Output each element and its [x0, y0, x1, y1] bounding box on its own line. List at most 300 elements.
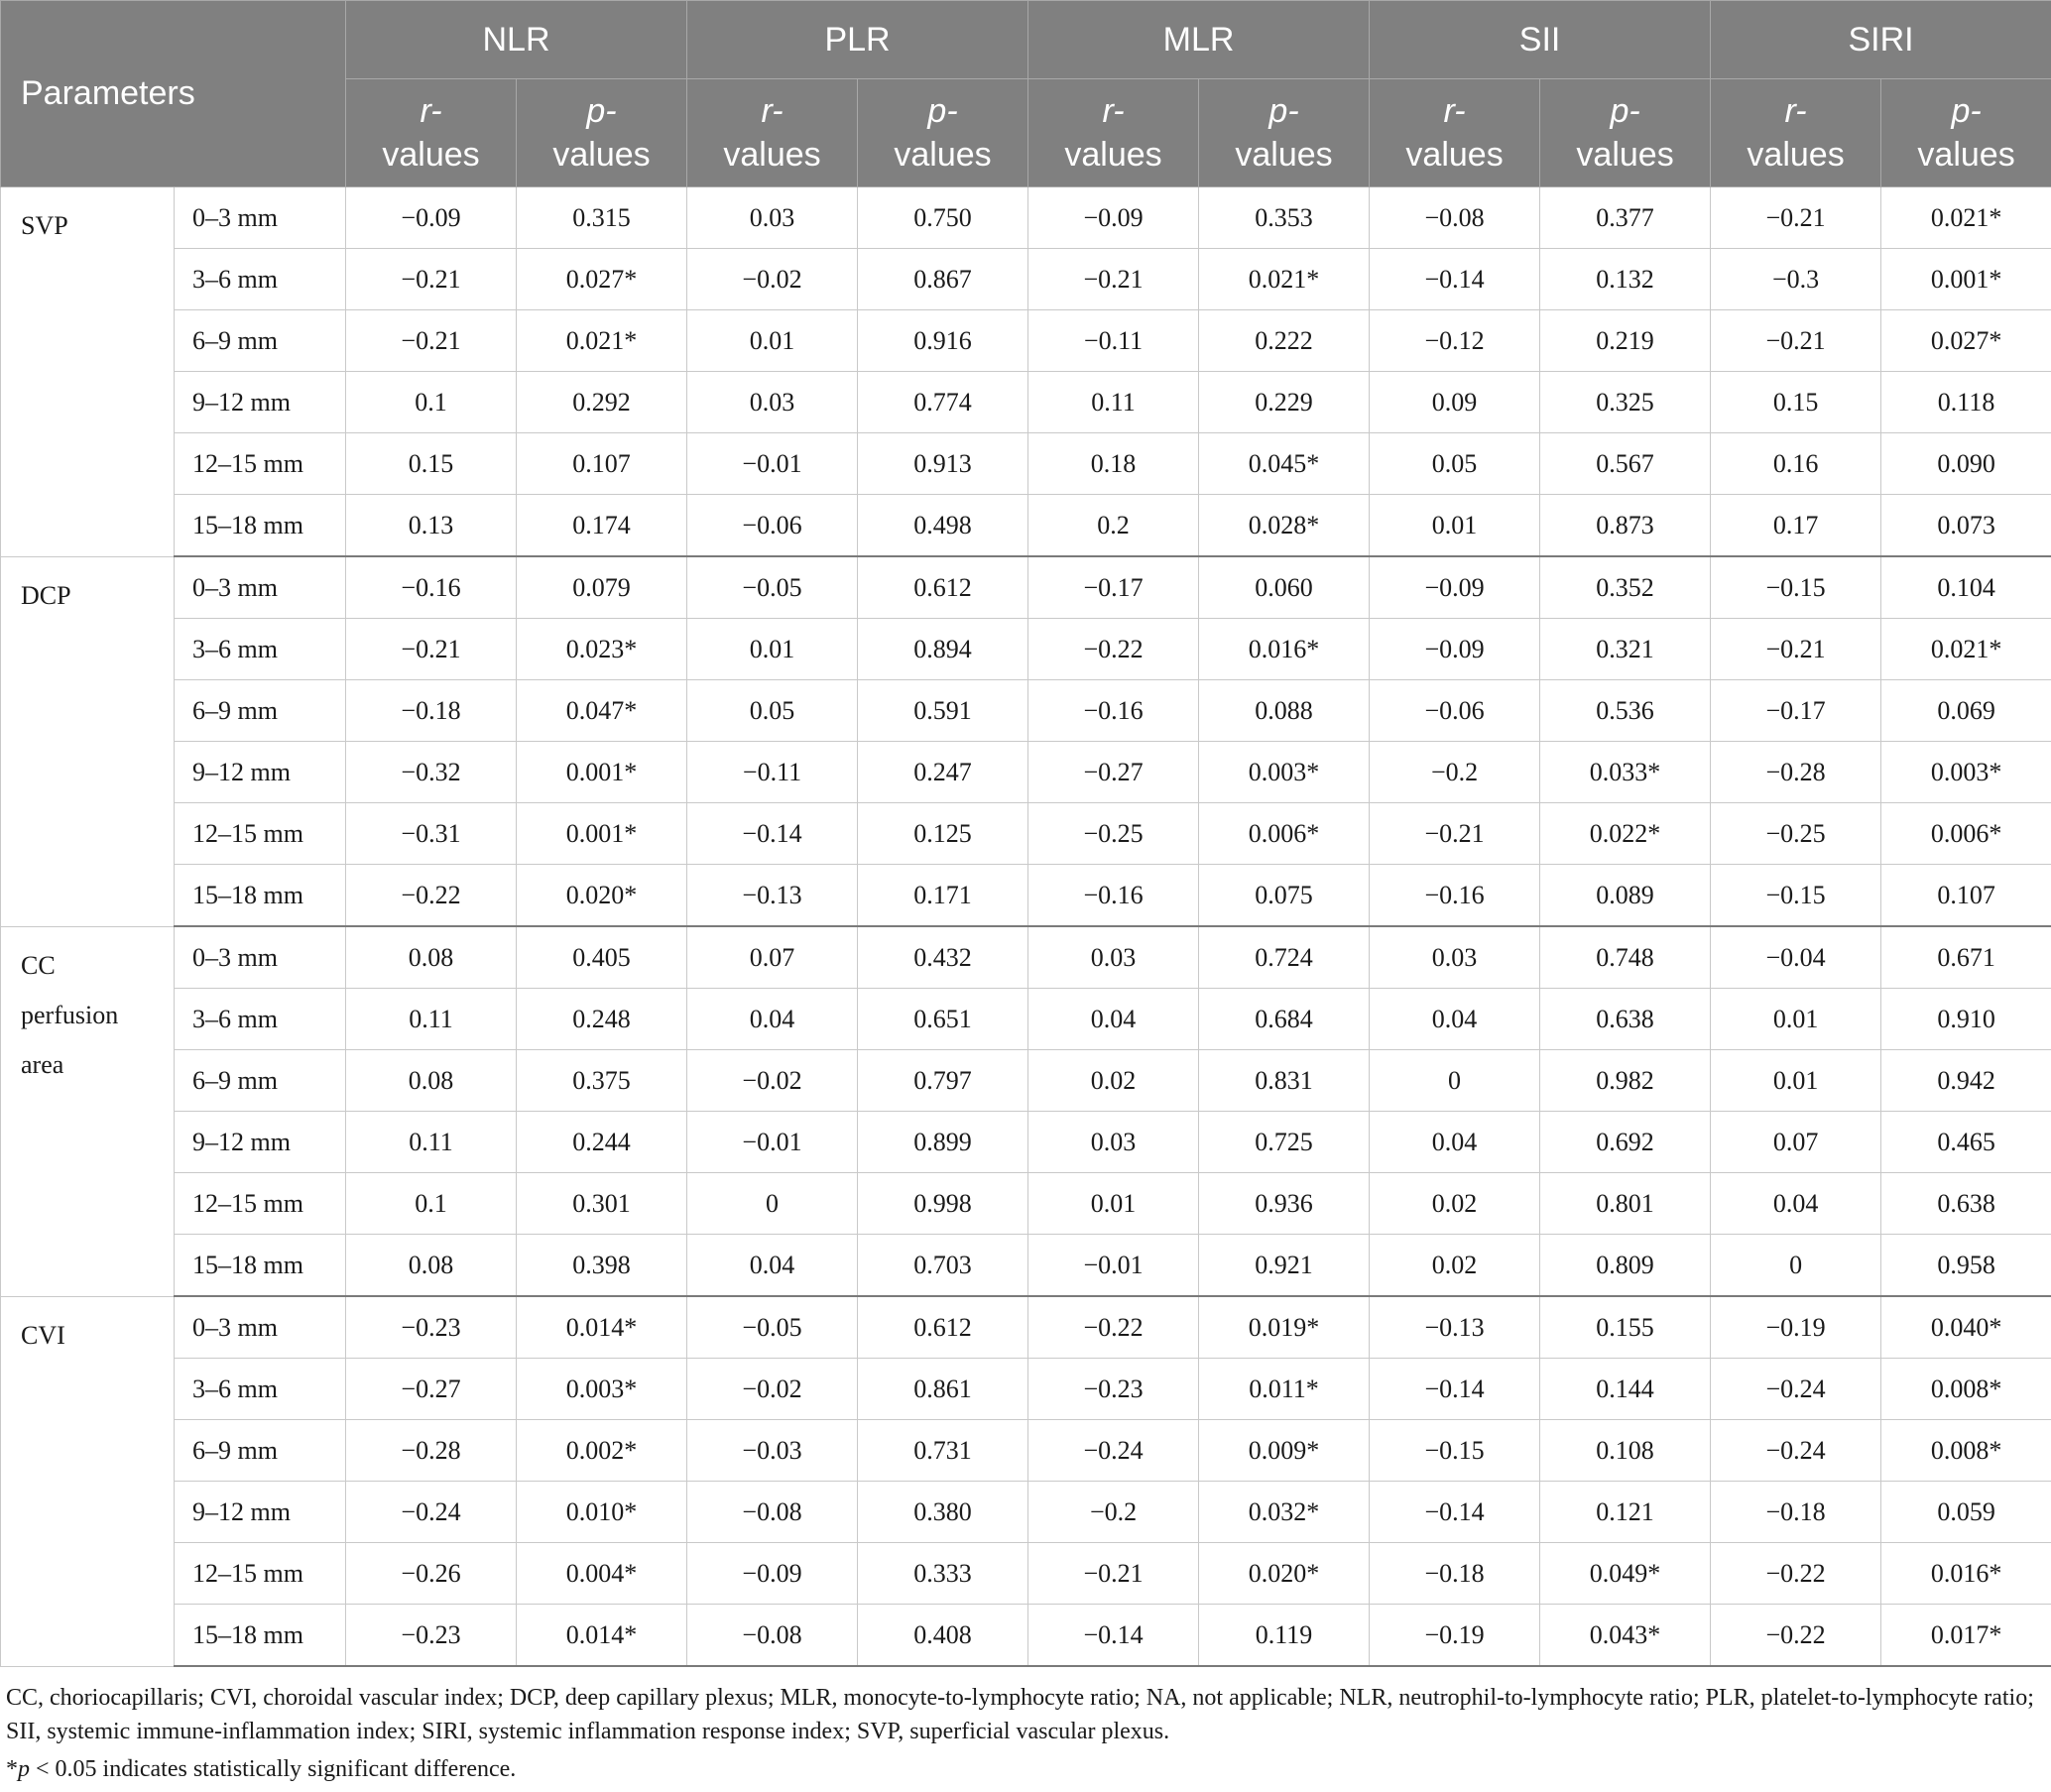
table-row [1, 1543, 2051, 1605]
p-value-cell: 0.651 [858, 989, 1028, 1050]
table-row [1, 1235, 2051, 1297]
r-value-cell: −0.14 [1370, 1359, 1540, 1420]
group-label: SVP [1, 187, 175, 557]
subheader-r-values [1028, 79, 1199, 187]
p-value-cell: 0.301 [517, 1173, 687, 1235]
r-value-cell: −0.2 [1028, 1482, 1199, 1543]
table-row [1, 1112, 2051, 1173]
p-value-cell: 0.107 [1881, 865, 2051, 927]
p-value-cell: 0.375 [517, 1050, 687, 1112]
p-value-cell: 0.047* [517, 680, 687, 742]
p-value-cell: 0.104 [1881, 556, 2051, 619]
table-row [1, 742, 2051, 803]
p-value-cell: 0.942 [1881, 1050, 2051, 1112]
r-value-cell: 0.1 [346, 372, 517, 433]
r-value-cell: 0.15 [346, 433, 517, 495]
distance-range-cell: 12–15 mm [175, 803, 346, 865]
p-value-cell: 0.921 [1199, 1235, 1370, 1297]
table-row [1, 1359, 2051, 1420]
distance-range-cell: 15–18 mm [175, 1235, 346, 1297]
subheader-prefix: r- [420, 92, 442, 130]
subheader-p-values [858, 79, 1028, 187]
r-value-cell: −0.14 [1028, 1605, 1199, 1667]
index-header-plr: PLR [687, 1, 1028, 79]
r-value-cell: −0.09 [687, 1543, 858, 1605]
p-value-cell: 0.028* [1199, 495, 1370, 557]
p-value-cell: 0.008* [1881, 1359, 2051, 1420]
r-value-cell: −0.04 [1711, 926, 1881, 989]
r-value-cell: −0.17 [1028, 556, 1199, 619]
r-value-cell: −0.14 [1370, 1482, 1540, 1543]
p-value-cell: 0.465 [1881, 1112, 2051, 1173]
r-value-cell: −0.21 [346, 619, 517, 680]
p-value-cell: 0.731 [858, 1420, 1028, 1482]
r-value-cell: −0.16 [1028, 680, 1199, 742]
distance-range-cell: 15–18 mm [175, 1605, 346, 1667]
distance-range-cell: 6–9 mm [175, 1050, 346, 1112]
r-value-cell: −0.2 [1370, 742, 1540, 803]
r-value-cell: 0.01 [1028, 1173, 1199, 1235]
p-value-cell: 0.408 [858, 1605, 1028, 1667]
r-value-cell: −0.08 [687, 1605, 858, 1667]
p-value-cell: 0.040* [1881, 1296, 2051, 1359]
table-row [1, 187, 2051, 249]
group-label [1, 926, 175, 1296]
subheader-p-values [1540, 79, 1711, 187]
p-value-cell: 0.017* [1881, 1605, 2051, 1667]
subheader-prefix: r- [761, 92, 784, 130]
r-value-cell: −0.27 [346, 1359, 517, 1420]
table-row [1, 556, 2051, 619]
p-value-cell: 0.801 [1540, 1173, 1711, 1235]
subheader-suffix: values [894, 136, 992, 174]
p-value-cell: 0.809 [1540, 1235, 1711, 1297]
p-value-cell: 0.011* [1199, 1359, 1370, 1420]
r-value-cell: −0.3 [1711, 249, 1881, 310]
distance-range-cell: 9–12 mm [175, 1482, 346, 1543]
table-row [1, 372, 2051, 433]
p-value-cell: 0.014* [517, 1605, 687, 1667]
p-value-cell: 0.075 [1199, 865, 1370, 927]
subheader-p-values [1199, 79, 1370, 187]
p-value-cell: 0.229 [1199, 372, 1370, 433]
p-value-cell: 0.861 [858, 1359, 1028, 1420]
r-value-cell: 0.04 [1370, 1112, 1540, 1173]
parameters-header: Parameters [1, 1, 346, 187]
r-value-cell: −0.11 [687, 742, 858, 803]
r-value-cell: 0.1 [346, 1173, 517, 1235]
r-value-cell: −0.22 [1028, 1296, 1199, 1359]
p-value-cell: 0.638 [1881, 1173, 2051, 1235]
r-value-cell: 0.07 [1711, 1112, 1881, 1173]
index-header-siri: SIRI [1711, 1, 2051, 79]
r-value-cell: −0.02 [687, 249, 858, 310]
subheader-prefix: r- [1443, 92, 1466, 130]
p-value-cell: 0.006* [1881, 803, 2051, 865]
p-value-cell: 0.023* [517, 619, 687, 680]
r-value-cell: −0.22 [1711, 1605, 1881, 1667]
r-value-cell: −0.15 [1711, 556, 1881, 619]
p-value-cell: 0.171 [858, 865, 1028, 927]
r-value-cell: 0.02 [1370, 1235, 1540, 1297]
r-value-cell: 0.03 [687, 372, 858, 433]
p-value-cell: 0.132 [1540, 249, 1711, 310]
p-value-cell: 0.244 [517, 1112, 687, 1173]
r-value-cell: 0.01 [687, 619, 858, 680]
table-row [1, 433, 2051, 495]
r-value-cell: 0.03 [1028, 1112, 1199, 1173]
p-value-cell: 0.079 [517, 556, 687, 619]
r-value-cell: 0.01 [1711, 1050, 1881, 1112]
p-value-cell: 0.010* [517, 1482, 687, 1543]
p-value-cell: 0.591 [858, 680, 1028, 742]
table-row [1, 1482, 2051, 1543]
p-value-cell: 0.899 [858, 1112, 1028, 1173]
p-value-cell: 0.107 [517, 433, 687, 495]
p-value-cell: 0.001* [517, 742, 687, 803]
r-value-cell: −0.19 [1370, 1605, 1540, 1667]
r-value-cell: −0.09 [1028, 187, 1199, 249]
p-value-cell: 0.612 [858, 1296, 1028, 1359]
r-value-cell: −0.28 [346, 1420, 517, 1482]
distance-range-cell: 6–9 mm [175, 1420, 346, 1482]
group-label: CVI [1, 1296, 175, 1666]
p-value-cell: 0.089 [1540, 865, 1711, 927]
p-value-cell: 0.684 [1199, 989, 1370, 1050]
p-value-cell: 0.014* [517, 1296, 687, 1359]
r-value-cell: 0.04 [1028, 989, 1199, 1050]
r-value-cell: 0.02 [1028, 1050, 1199, 1112]
p-value-cell: 0.108 [1540, 1420, 1711, 1482]
p-value-cell: 0.003* [1199, 742, 1370, 803]
p-value-cell: 0.004* [517, 1543, 687, 1605]
r-value-cell: −0.02 [687, 1359, 858, 1420]
p-value-cell: 0.125 [858, 803, 1028, 865]
p-value-cell: 0.797 [858, 1050, 1028, 1112]
p-value-cell: 0.021* [517, 310, 687, 372]
r-value-cell: −0.15 [1711, 865, 1881, 927]
index-header-nlr: NLR [346, 1, 687, 79]
r-value-cell: −0.22 [1028, 619, 1199, 680]
r-value-cell: −0.21 [346, 249, 517, 310]
subheader-suffix: values [552, 136, 651, 174]
r-value-cell: 0.11 [346, 989, 517, 1050]
r-value-cell: 0.08 [346, 1235, 517, 1297]
table-row [1, 1173, 2051, 1235]
p-value-cell: 0.724 [1199, 926, 1370, 989]
subheader-r-values [1711, 79, 1881, 187]
p-value-cell: 0.498 [858, 495, 1028, 557]
p-value-cell: 0.748 [1540, 926, 1711, 989]
r-value-cell: −0.09 [1370, 619, 1540, 680]
r-value-cell: −0.13 [1370, 1296, 1540, 1359]
p-value-cell: 0.936 [1199, 1173, 1370, 1235]
p-value-cell: 0.174 [517, 495, 687, 557]
p-value-cell: 0.831 [1199, 1050, 1370, 1112]
r-value-cell: −0.01 [687, 1112, 858, 1173]
r-value-cell: 0.2 [1028, 495, 1199, 557]
r-value-cell: −0.21 [1711, 187, 1881, 249]
r-value-cell: −0.22 [1711, 1543, 1881, 1605]
r-value-cell: −0.25 [1711, 803, 1881, 865]
r-value-cell: −0.06 [1370, 680, 1540, 742]
r-value-cell: −0.12 [1370, 310, 1540, 372]
p-value-cell: 0.248 [517, 989, 687, 1050]
p-value-cell: 0.612 [858, 556, 1028, 619]
r-value-cell: −0.01 [1028, 1235, 1199, 1297]
subheader-suffix: values [1064, 136, 1162, 174]
r-value-cell: 0 [687, 1173, 858, 1235]
p-value-cell: 0.019* [1199, 1296, 1370, 1359]
subheader-suffix: values [1747, 136, 1845, 174]
r-value-cell: −0.23 [1028, 1359, 1199, 1420]
index-header-mlr: MLR [1028, 1, 1370, 79]
subheader-p-values [517, 79, 687, 187]
r-value-cell: 0.04 [1711, 1173, 1881, 1235]
p-value-cell: 0.045* [1199, 433, 1370, 495]
distance-range-cell: 12–15 mm [175, 1173, 346, 1235]
p-value-cell: 0.043* [1540, 1605, 1711, 1667]
table-row [1, 619, 2051, 680]
r-value-cell: −0.13 [687, 865, 858, 927]
r-value-cell: −0.11 [1028, 310, 1199, 372]
r-value-cell: −0.15 [1370, 1420, 1540, 1482]
subheader-suffix: values [1405, 136, 1504, 174]
significance-text: < 0.05 indicates statistically significant difference. [30, 1756, 517, 1782]
distance-range-cell: 3–6 mm [175, 619, 346, 680]
subheader-prefix: r- [1784, 92, 1807, 130]
abbreviations-note: CC, choriocapillaris; CVI, choroidal vascular index; DCP, deep capillary plexus; MLR, monocyte-to-lymphocyte ratio; NA, not applicable; NLR, neutrophil-to-lymphocyte ratio; PLR, platelet-to-lymphocyte ratio; SII, systemic immune-inflammation index; SIRI, systemic inflammation response index; SVP, superficial vascular plexus. [6, 1685, 2034, 1744]
distance-range-cell: 6–9 mm [175, 680, 346, 742]
distance-range-cell: 3–6 mm [175, 249, 346, 310]
p-value-cell: 0.021* [1881, 187, 2051, 249]
p-value-cell: 0.021* [1199, 249, 1370, 310]
p-value-cell: 0.090 [1881, 433, 2051, 495]
p-value-cell: 0.703 [858, 1235, 1028, 1297]
table-row [1, 1605, 2051, 1667]
distance-range-cell: 0–3 mm [175, 556, 346, 619]
r-value-cell: −0.16 [1028, 865, 1199, 927]
p-value-cell: 0.982 [1540, 1050, 1711, 1112]
p-value-cell: 0.049* [1540, 1543, 1711, 1605]
r-value-cell: 0.11 [346, 1112, 517, 1173]
p-value-cell: 0.021* [1881, 619, 2051, 680]
group-label-line: CC [21, 950, 56, 980]
p-value-cell: 0.032* [1199, 1482, 1370, 1543]
p-value-cell: 0.910 [1881, 989, 2051, 1050]
header-row-indices [1, 1, 2051, 79]
significance-prefix: * [6, 1756, 18, 1782]
r-value-cell: −0.21 [1370, 803, 1540, 865]
subheader-prefix: r- [1102, 92, 1125, 130]
p-value-cell: 0.027* [1881, 310, 2051, 372]
r-value-cell: −0.14 [1370, 249, 1540, 310]
p-value-cell: 0.008* [1881, 1420, 2051, 1482]
r-value-cell: −0.32 [346, 742, 517, 803]
r-value-cell: −0.05 [687, 1296, 858, 1359]
table-row [1, 249, 2051, 310]
subheader-prefix: p- [927, 92, 958, 130]
r-value-cell: −0.22 [346, 865, 517, 927]
p-value-cell: 0.144 [1540, 1359, 1711, 1420]
p-value-cell: 0.247 [858, 742, 1028, 803]
p-value-cell: 0.022* [1540, 803, 1711, 865]
p-value-cell: 0.016* [1881, 1543, 2051, 1605]
r-value-cell: 0.01 [1370, 495, 1540, 557]
p-value-cell: 0.059 [1881, 1482, 2051, 1543]
p-value-cell: 0.692 [1540, 1112, 1711, 1173]
table-row [1, 1420, 2051, 1482]
p-value-cell: 0.333 [858, 1543, 1028, 1605]
subheader-suffix: values [1235, 136, 1333, 174]
r-value-cell: −0.14 [687, 803, 858, 865]
distance-range-cell: 6–9 mm [175, 310, 346, 372]
subheader-r-values [346, 79, 517, 187]
r-value-cell: 0.11 [1028, 372, 1199, 433]
r-value-cell: 0.03 [1028, 926, 1199, 989]
r-value-cell: −0.08 [687, 1482, 858, 1543]
r-value-cell: −0.27 [1028, 742, 1199, 803]
table-row [1, 495, 2051, 557]
p-value-cell: 0.219 [1540, 310, 1711, 372]
p-value-cell: 0.998 [858, 1173, 1028, 1235]
p-value-cell: 0.020* [517, 865, 687, 927]
subheader-prefix: p- [1268, 92, 1299, 130]
p-value-cell: 0.088 [1199, 680, 1370, 742]
p-value-cell: 0.001* [1881, 249, 2051, 310]
index-header-sii: SII [1370, 1, 1711, 79]
r-value-cell: −0.08 [1370, 187, 1540, 249]
p-value-cell: 0.006* [1199, 803, 1370, 865]
group-label-line: area [21, 1049, 64, 1079]
table-body [1, 187, 2051, 1667]
significance-note [6, 1752, 2043, 1786]
subheader-r-values [687, 79, 858, 187]
r-value-cell: 0.04 [1370, 989, 1540, 1050]
subheader-prefix: p- [1951, 92, 1982, 130]
distance-range-cell: 0–3 mm [175, 926, 346, 989]
distance-range-cell: 0–3 mm [175, 187, 346, 249]
p-value-cell: 0.020* [1199, 1543, 1370, 1605]
r-value-cell: −0.24 [1711, 1420, 1881, 1482]
r-value-cell: −0.23 [346, 1605, 517, 1667]
r-value-cell: 0 [1711, 1235, 1881, 1297]
distance-range-cell: 15–18 mm [175, 495, 346, 557]
distance-range-cell: 12–15 mm [175, 1543, 346, 1605]
p-value-cell: 0.321 [1540, 619, 1711, 680]
r-value-cell: −0.28 [1711, 742, 1881, 803]
r-value-cell: −0.19 [1711, 1296, 1881, 1359]
r-value-cell: −0.03 [687, 1420, 858, 1482]
subheader-suffix: values [1917, 136, 2015, 174]
subheader-prefix: p- [586, 92, 617, 130]
r-value-cell: −0.24 [346, 1482, 517, 1543]
r-value-cell: −0.18 [1370, 1543, 1540, 1605]
r-value-cell: −0.18 [1711, 1482, 1881, 1543]
p-value-cell: 0.774 [858, 372, 1028, 433]
r-value-cell: 0.02 [1370, 1173, 1540, 1235]
table-row [1, 803, 2051, 865]
p-value-cell: 0.916 [858, 310, 1028, 372]
p-value-cell: 0.958 [1881, 1235, 2051, 1297]
r-value-cell: 0.13 [346, 495, 517, 557]
distance-range-cell: 12–15 mm [175, 433, 346, 495]
p-value-cell: 0.638 [1540, 989, 1711, 1050]
p-value-cell: 0.001* [517, 803, 687, 865]
r-value-cell: −0.31 [346, 803, 517, 865]
r-value-cell: −0.21 [1028, 249, 1199, 310]
table-row [1, 1050, 2051, 1112]
group-label-line: perfusion [21, 1000, 119, 1029]
subheader-suffix: values [382, 136, 480, 174]
r-value-cell: 0.05 [1370, 433, 1540, 495]
r-value-cell: 0.04 [687, 1235, 858, 1297]
p-value-cell: 0.003* [517, 1359, 687, 1420]
table-row [1, 1296, 2051, 1359]
r-value-cell: 0.08 [346, 1050, 517, 1112]
r-value-cell: 0.07 [687, 926, 858, 989]
significance-symbol: p [18, 1756, 30, 1782]
r-value-cell: 0.15 [1711, 372, 1881, 433]
r-value-cell: 0.03 [1370, 926, 1540, 989]
r-value-cell: 0.03 [687, 187, 858, 249]
r-value-cell: −0.24 [1028, 1420, 1199, 1482]
r-value-cell: −0.18 [346, 680, 517, 742]
distance-range-cell: 9–12 mm [175, 742, 346, 803]
p-value-cell: 0.671 [1881, 926, 2051, 989]
table-row [1, 926, 2051, 989]
r-value-cell: −0.17 [1711, 680, 1881, 742]
p-value-cell: 0.069 [1881, 680, 2051, 742]
p-value-cell: 0.119 [1199, 1605, 1370, 1667]
r-value-cell: −0.16 [1370, 865, 1540, 927]
p-value-cell: 0.118 [1881, 372, 2051, 433]
r-value-cell: 0 [1370, 1050, 1540, 1112]
r-value-cell: −0.16 [346, 556, 517, 619]
distance-range-cell: 9–12 mm [175, 372, 346, 433]
p-value-cell: 0.405 [517, 926, 687, 989]
p-value-cell: 0.121 [1540, 1482, 1711, 1543]
p-value-cell: 0.003* [1881, 742, 2051, 803]
subheader-p-values [1881, 79, 2051, 187]
table-row [1, 989, 2051, 1050]
r-value-cell: 0.08 [346, 926, 517, 989]
r-value-cell: 0.09 [1370, 372, 1540, 433]
r-value-cell: 0.16 [1711, 433, 1881, 495]
p-value-cell: 0.016* [1199, 619, 1370, 680]
r-value-cell: −0.21 [1711, 310, 1881, 372]
subheader-prefix: p- [1610, 92, 1640, 130]
r-value-cell: 0.17 [1711, 495, 1881, 557]
table-header [1, 1, 2051, 187]
p-value-cell: 0.380 [858, 1482, 1028, 1543]
p-value-cell: 0.873 [1540, 495, 1711, 557]
distance-range-cell: 15–18 mm [175, 865, 346, 927]
distance-range-cell: 3–6 mm [175, 1359, 346, 1420]
r-value-cell: −0.01 [687, 433, 858, 495]
r-value-cell: 0.01 [687, 310, 858, 372]
distance-range-cell: 3–6 mm [175, 989, 346, 1050]
subheader-r-values [1370, 79, 1540, 187]
r-value-cell: −0.26 [346, 1543, 517, 1605]
r-value-cell: −0.25 [1028, 803, 1199, 865]
table-row [1, 865, 2051, 927]
r-value-cell: −0.21 [1711, 619, 1881, 680]
distance-range-cell: 0–3 mm [175, 1296, 346, 1359]
r-value-cell: 0.01 [1711, 989, 1881, 1050]
p-value-cell: 0.033* [1540, 742, 1711, 803]
p-value-cell: 0.352 [1540, 556, 1711, 619]
